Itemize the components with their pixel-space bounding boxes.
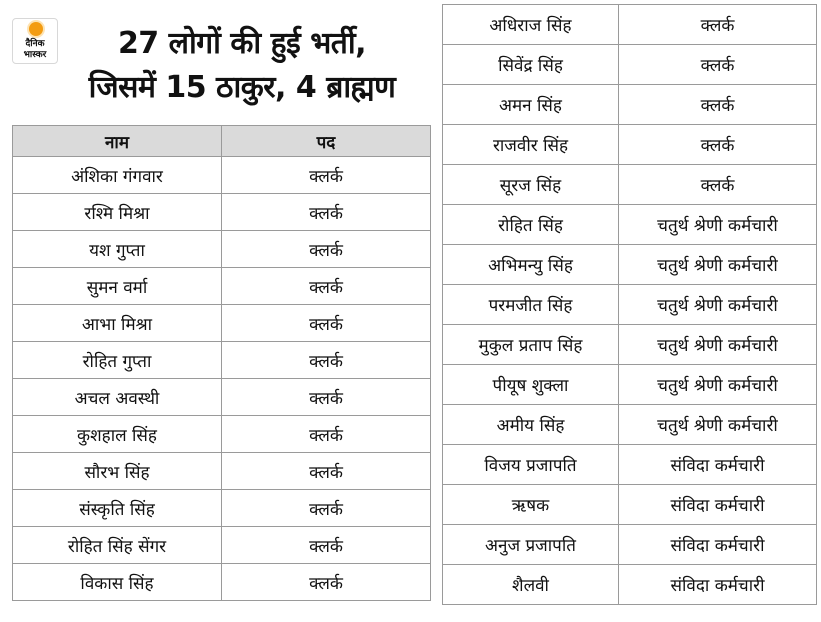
table-row [443,165,817,205]
table-row [13,194,431,231]
table-row [443,285,817,325]
post-cell: चतुर्थ श्रेणी कर्मचारी [619,205,817,245]
name-cell: पीयूष शुक्ला [443,365,619,405]
post-cell: क्लर्क [222,564,431,601]
name-cell: विजय प्रजापति [443,445,619,485]
post-cell: क्लर्क [222,527,431,564]
post-cell: क्लर्क [619,45,817,85]
table-header-row [13,126,431,157]
table-row [443,325,817,365]
name-cell: मुकुल प्रताप सिंह [443,325,619,365]
table-row [443,405,817,445]
dainik-bhaskar-logo [12,18,58,64]
name-cell: अचल अवस्थी [13,379,222,416]
post-cell: क्लर्क [222,305,431,342]
left-table [12,125,431,601]
name-cell: रश्मि मिश्रा [13,194,222,231]
table-row [13,564,431,601]
name-cell: रोहित सिंह [443,205,619,245]
column-header-post: पद [222,126,431,157]
post-cell: चतुर्थ श्रेणी कर्मचारी [619,325,817,365]
table-row [13,379,431,416]
post-cell: संविदा कर्मचारी [619,445,817,485]
post-cell: क्लर्क [222,453,431,490]
name-cell: कुशहाल सिंह [13,416,222,453]
post-cell: क्लर्क [222,490,431,527]
table-row [13,157,431,194]
name-cell: रोहित गुप्ता [13,342,222,379]
table-row [443,85,817,125]
table-row [13,490,431,527]
table-row [443,485,817,525]
table-row [13,268,431,305]
post-cell: क्लर्क [222,416,431,453]
post-cell: संविदा कर्मचारी [619,565,817,605]
post-cell: क्लर्क [619,125,817,165]
name-cell: आभा मिश्रा [13,305,222,342]
post-cell: संविदा कर्मचारी [619,525,817,565]
table-row [13,305,431,342]
table-row [443,5,817,45]
headline-line-1: 27 लोगों की हुई भर्ती, [117,26,367,61]
name-cell: सूरज सिंह [443,165,619,205]
name-cell: अधिराज सिंह [443,5,619,45]
name-cell: राजवीर सिंह [443,125,619,165]
logo-line-2: भास्कर [23,50,47,60]
table-row [443,245,817,285]
name-cell: शैलवी [443,565,619,605]
table-row [13,342,431,379]
right-table [442,4,817,605]
post-cell: संविदा कर्मचारी [619,485,817,525]
name-cell: विकास सिंह [13,564,222,601]
name-cell: सिवेंद्र सिंह [443,45,619,85]
post-cell: क्लर्क [619,165,817,205]
name-cell: परमजीत सिंह [443,285,619,325]
table-row [443,445,817,485]
post-cell: क्लर्क [222,268,431,305]
post-cell: क्लर्क [222,231,431,268]
table-row [13,231,431,268]
name-cell: सुमन वर्मा [13,268,222,305]
sun-icon [29,22,43,36]
name-cell: ऋषक [443,485,619,525]
logo-line-1: दैनिक [25,39,45,49]
post-cell: क्लर्क [619,5,817,45]
name-cell: अनुज प्रजापति [443,525,619,565]
headline [62,22,422,110]
name-cell: रोहित सिंह सेंगर [13,527,222,564]
table-row [443,525,817,565]
post-cell: क्लर्क [222,342,431,379]
post-cell: क्लर्क [222,379,431,416]
headline-line-2: जिसमें 15 ठाकुर, 4 ब्राह्मण [88,70,396,105]
column-divider [436,0,438,610]
table-row [13,527,431,564]
name-cell: अमीय सिंह [443,405,619,445]
name-cell: यश गुप्ता [13,231,222,268]
table-row [443,565,817,605]
post-cell: चतुर्थ श्रेणी कर्मचारी [619,365,817,405]
table-row [13,453,431,490]
table-row [443,205,817,245]
column-header-name: नाम [13,126,222,157]
table-row [443,125,817,165]
name-cell: सौरभ सिंह [13,453,222,490]
header [0,0,430,122]
name-cell: अमन सिंह [443,85,619,125]
post-cell: क्लर्क [619,85,817,125]
post-cell: क्लर्क [222,194,431,231]
table-row [443,45,817,85]
post-cell: चतुर्थ श्रेणी कर्मचारी [619,285,817,325]
name-cell: अभिमन्यु सिंह [443,245,619,285]
post-cell: क्लर्क [222,157,431,194]
post-cell: चतुर्थ श्रेणी कर्मचारी [619,245,817,285]
table-row [13,416,431,453]
name-cell: अंशिका गंगवार [13,157,222,194]
post-cell: चतुर्थ श्रेणी कर्मचारी [619,405,817,445]
table-row [443,365,817,405]
name-cell: संस्कृति सिंह [13,490,222,527]
